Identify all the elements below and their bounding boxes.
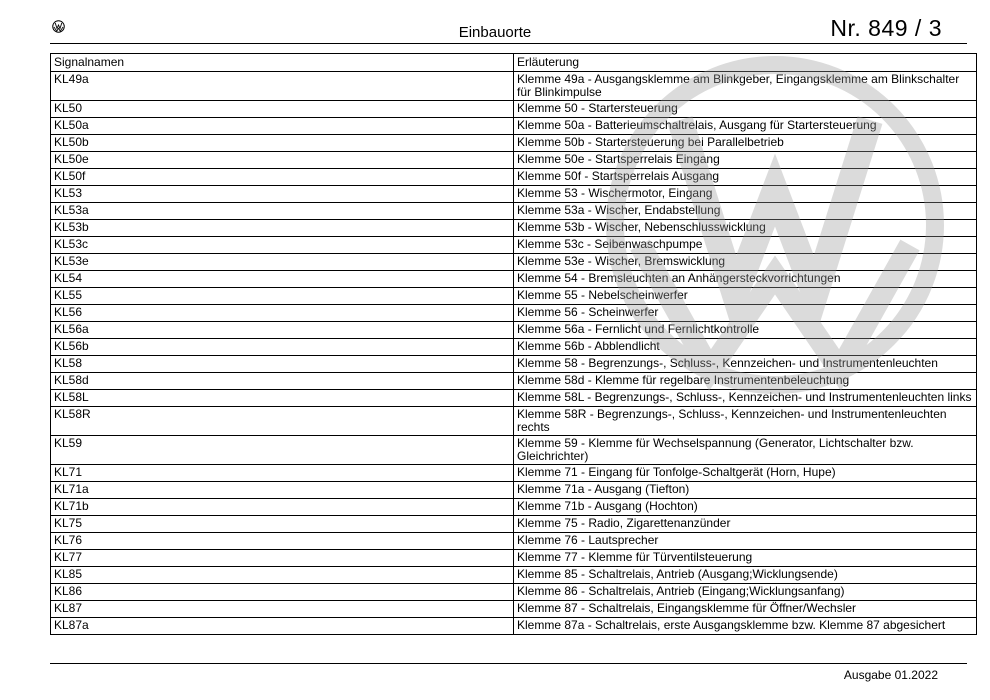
- table-row: [51, 465, 977, 482]
- signal-description-cell: Klemme 53a - Wischer, Endabstellung: [514, 203, 977, 220]
- signal-description-cell: Klemme 56a - Fernlicht und Fernlichtkontrolle: [514, 322, 977, 339]
- signal-description-cell: Klemme 56b - Abblendlicht: [514, 339, 977, 356]
- signal-description-cell: Klemme 49a - Ausgangsklemme am Blinkgeber, Eingangsklemme am Blinkschalter für Blinkimpulse: [514, 72, 977, 101]
- signal-description-cell: Klemme 53b - Wischer, Nebenschlusswicklung: [514, 220, 977, 237]
- signal-description-cell: Klemme 50a - Batterieumschaltrelais, Ausgang für Startersteuerung: [514, 118, 977, 135]
- signal-description-cell: Klemme 53c - Seibenwaschpumpe: [514, 237, 977, 254]
- signal-description-cell: Klemme 59 - Klemme für Wechselspannung (Generator, Lichtschalter bzw. Gleichrichter): [514, 436, 977, 465]
- table-row: [51, 169, 977, 186]
- column-header-signalnamen: Signalnamen: [51, 54, 514, 72]
- signal-name-cell: KL58R: [51, 407, 514, 436]
- table-row: [51, 584, 977, 601]
- signal-description-cell: Klemme 71a - Ausgang (Tiefton): [514, 482, 977, 499]
- signal-description-cell: Klemme 50f - Startsperrelais Ausgang: [514, 169, 977, 186]
- signal-description-cell: Klemme 58R - Begrenzungs-, Schluss-, Kennzeichen- und Instrumentenleuchten rechts: [514, 407, 977, 436]
- signal-name-cell: KL71b: [51, 499, 514, 516]
- signal-name-cell: KL59: [51, 436, 514, 465]
- table-row: [51, 118, 977, 135]
- table-row: [51, 356, 977, 373]
- table-row: [51, 203, 977, 220]
- signal-description-cell: Klemme 53 - Wischermotor, Eingang: [514, 186, 977, 203]
- signal-name-cell: KL71: [51, 465, 514, 482]
- signal-name-cell: KL50a: [51, 118, 514, 135]
- table-row: [51, 237, 977, 254]
- table-row: [51, 618, 977, 635]
- signal-description-cell: Klemme 71b - Ausgang (Hochton): [514, 499, 977, 516]
- signal-name-cell: KL50b: [51, 135, 514, 152]
- signal-name-cell: KL77: [51, 550, 514, 567]
- signal-description-cell: Klemme 53e - Wischer, Bremswicklung: [514, 254, 977, 271]
- header-divider: [50, 43, 967, 44]
- table-row: [51, 135, 977, 152]
- signal-description-cell: Klemme 50e - Startsperrelais Eingang: [514, 152, 977, 169]
- signal-description-cell: Klemme 75 - Radio, Zigarettenanzünder: [514, 516, 977, 533]
- table-row: [51, 436, 977, 465]
- signal-name-cell: KL53e: [51, 254, 514, 271]
- signal-name-cell: KL56b: [51, 339, 514, 356]
- signal-description-cell: Klemme 86 - Schaltrelais, Antrieb (Eingang;Wicklungsanfang): [514, 584, 977, 601]
- signal-name-cell: KL53a: [51, 203, 514, 220]
- signal-name-cell: KL71a: [51, 482, 514, 499]
- table-body: [51, 72, 977, 635]
- signal-name-cell: KL87a: [51, 618, 514, 635]
- table-row: [51, 516, 977, 533]
- table-row: [51, 339, 977, 356]
- table-row: [51, 72, 977, 101]
- signal-name-cell: KL56a: [51, 322, 514, 339]
- edition-label: Ausgabe 01.2022: [843, 668, 938, 682]
- table-row: [51, 499, 977, 516]
- signal-name-cell: KL53: [51, 186, 514, 203]
- column-header-erlaeuterung: Erläuterung: [514, 54, 977, 72]
- signal-name-cell: KL49a: [51, 72, 514, 101]
- signal-description-cell: Klemme 54 - Bremsleuchten an Anhängersteckvorrichtungen: [514, 271, 977, 288]
- page-title: Einbauorte: [458, 24, 532, 41]
- table-row: [51, 567, 977, 584]
- signal-description-cell: Klemme 58 - Begrenzungs-, Schluss-, Kennzeichen- und Instrumentenleuchten: [514, 356, 977, 373]
- table-row: [51, 482, 977, 499]
- signal-name-cell: KL58: [51, 356, 514, 373]
- signal-description-cell: Klemme 56 - Scheinwerfer: [514, 305, 977, 322]
- signal-name-cell: KL58L: [51, 390, 514, 407]
- table-row: [51, 533, 977, 550]
- signal-name-cell: KL87: [51, 601, 514, 618]
- signal-description-cell: Klemme 50b - Startersteuerung bei Parallelbetrieb: [514, 135, 977, 152]
- signal-name-cell: KL50: [51, 101, 514, 118]
- signal-name-cell: KL76: [51, 533, 514, 550]
- signal-name-cell: KL50f: [51, 169, 514, 186]
- signal-description-cell: Klemme 77 - Klemme für Türventilsteuerung: [514, 550, 977, 567]
- footer-divider: [50, 663, 967, 664]
- document-number: Nr. 849 / 3: [830, 15, 942, 41]
- table-row: [51, 152, 977, 169]
- table-row: [51, 186, 977, 203]
- signal-description-cell: Klemme 71 - Eingang für Tonfolge-Schaltgerät (Horn, Hupe): [514, 465, 977, 482]
- table-row: [51, 305, 977, 322]
- signal-name-cell: KL85: [51, 567, 514, 584]
- signal-name-cell: KL55: [51, 288, 514, 305]
- signal-table: [50, 53, 977, 635]
- table-row: [51, 390, 977, 407]
- signal-name-cell: KL56: [51, 305, 514, 322]
- table-row: [51, 220, 977, 237]
- table-row: [51, 101, 977, 118]
- signal-name-cell: KL54: [51, 271, 514, 288]
- table-row: [51, 271, 977, 288]
- signal-name-cell: KL58d: [51, 373, 514, 390]
- table-row: [51, 407, 977, 436]
- table-row: [51, 373, 977, 390]
- signal-description-cell: Klemme 58L - Begrenzungs-, Schluss-, Kennzeichen- und Instrumentenleuchten links: [514, 390, 977, 407]
- table-row: [51, 254, 977, 271]
- signal-description-cell: Klemme 87a - Schaltrelais, erste Ausgangsklemme bzw. Klemme 87 abgesichert: [514, 618, 977, 635]
- signal-description-cell: Klemme 50 - Startersteuerung: [514, 101, 977, 118]
- signal-name-cell: KL53c: [51, 237, 514, 254]
- signal-description-cell: Klemme 85 - Schaltrelais, Antrieb (Ausgang;Wicklungsende): [514, 567, 977, 584]
- table-row: [51, 601, 977, 618]
- signal-description-cell: Klemme 58d - Klemme für regelbare Instrumentenbeleuchtung: [514, 373, 977, 390]
- table-row: [51, 322, 977, 339]
- signal-description-cell: Klemme 55 - Nebelscheinwerfer: [514, 288, 977, 305]
- signal-name-cell: KL75: [51, 516, 514, 533]
- signal-name-cell: KL86: [51, 584, 514, 601]
- signal-description-cell: Klemme 76 - Lautsprecher: [514, 533, 977, 550]
- table-row: [51, 288, 977, 305]
- table-header-row: [51, 54, 977, 72]
- signal-description-cell: Klemme 87 - Schaltrelais, Eingangsklemme für Öffner/Wechsler: [514, 601, 977, 618]
- signal-name-cell: KL50e: [51, 152, 514, 169]
- table-row: [51, 550, 977, 567]
- signal-name-cell: KL53b: [51, 220, 514, 237]
